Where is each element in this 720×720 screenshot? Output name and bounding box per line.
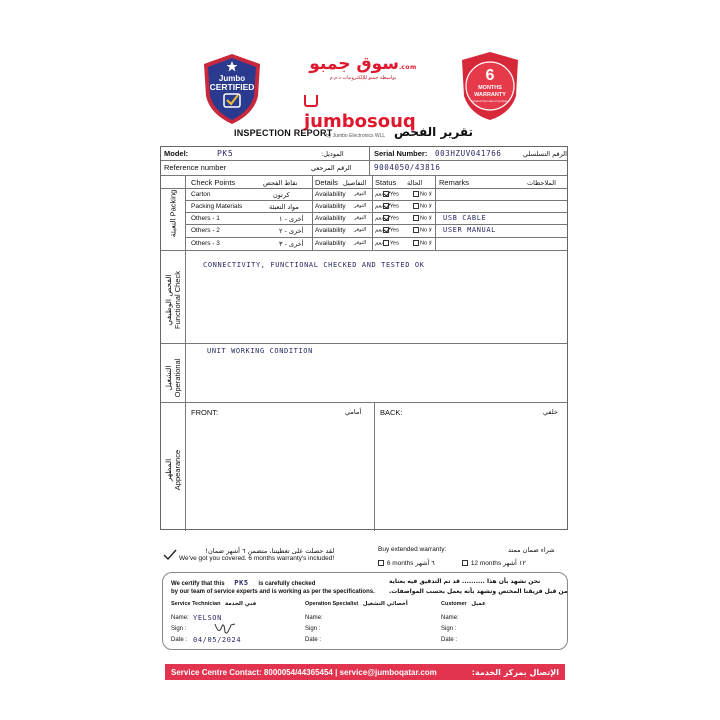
check-point-name: Others - 2 bbox=[191, 227, 220, 234]
operation-specialist-label: Operation Specialist أخصائي التشغيل bbox=[305, 601, 408, 607]
yes-checkbox[interactable] bbox=[383, 203, 389, 209]
twelve-months-checkbox[interactable] bbox=[462, 560, 468, 566]
warranty-note-en: We've got you covered. 6 months warranty's included! bbox=[179, 555, 335, 562]
col-check-points-ar: نقاط الفحص bbox=[263, 179, 298, 187]
certify-line2: by our team of service experts and is working as per the specifications. bbox=[171, 589, 375, 595]
warranty-badge-icon bbox=[458, 50, 522, 122]
customer-date-label: Date : bbox=[441, 637, 458, 643]
appearance-label bbox=[164, 440, 182, 500]
functional-label-ar: الفحص الوظيفي bbox=[164, 274, 173, 326]
availability-label-ar: التوفر bbox=[354, 227, 367, 233]
check-point-name-ar: أخرى - ١ bbox=[279, 215, 304, 223]
check-point-name: Packing Materials bbox=[191, 203, 243, 210]
footer-email[interactable]: service@jumboqatar.com bbox=[339, 667, 437, 677]
yes-option[interactable]: نعم Yes bbox=[375, 191, 399, 198]
yes-option[interactable]: نعم Yes bbox=[375, 227, 399, 234]
certify-model-value: PK5 bbox=[234, 579, 249, 587]
availability-label: Availability bbox=[315, 191, 346, 198]
footer-contact-ar: الإتصال بمركز الخدمة: bbox=[471, 667, 559, 677]
warranty-line1: MONTHS bbox=[478, 85, 502, 91]
logo-arabic-name: سوق جمبو bbox=[309, 54, 400, 74]
check-point-name-ar: مواد التعبئة bbox=[269, 203, 299, 211]
model-label: Model: bbox=[164, 149, 189, 158]
remark-value: USER MANUAL bbox=[443, 226, 496, 234]
report-title-en: INSPECTION REPORT bbox=[234, 128, 333, 138]
certify-line1-ar: نحن نشهد بأن هذا .......... قد تم التدقيق فيه بعناية bbox=[389, 578, 541, 585]
back-label: BACK: bbox=[380, 408, 403, 417]
packing-label-en: Packing bbox=[168, 189, 178, 217]
logo-english-sub: by Jumbo Electronics WLL bbox=[326, 133, 386, 139]
no-checkbox[interactable] bbox=[413, 227, 419, 233]
yes-option[interactable]: نعم Yes bbox=[375, 203, 399, 210]
tech-date-label: Date : bbox=[171, 637, 188, 643]
col-status: Status bbox=[375, 178, 397, 187]
remark-value: USB CABLE bbox=[443, 214, 487, 222]
yes-checkbox[interactable] bbox=[383, 215, 389, 221]
certify-line2-ar: من قبل فريقنا المختص ونشهد بأنه يعمل بحسب المواصفات. bbox=[389, 588, 568, 595]
check-point-name: Carton bbox=[191, 191, 211, 198]
tech-name-label: Name: bbox=[171, 615, 189, 621]
serial-value: 003HZUV041766 bbox=[435, 149, 502, 158]
yes-checkbox[interactable] bbox=[383, 240, 389, 246]
availability-label: Availability bbox=[315, 240, 346, 247]
certification-box bbox=[162, 572, 568, 650]
extended-warranty bbox=[378, 546, 568, 569]
col-details-ar: التفاصيل bbox=[343, 179, 367, 187]
no-checkbox[interactable] bbox=[413, 191, 419, 197]
tech-name-value: YELSON bbox=[193, 614, 222, 622]
packing-label-ar: التعبئة bbox=[168, 218, 178, 238]
serial-label-ar: الرقم التسلسلي bbox=[523, 150, 567, 158]
check-point-name-ar: أخرى - ٣ bbox=[279, 240, 304, 248]
check-point-name-ar: كرتون bbox=[273, 191, 290, 199]
availability-label-ar: التوفر bbox=[354, 191, 367, 197]
col-status-ar: الحالة bbox=[407, 179, 423, 187]
operational-label-en: Operational bbox=[173, 358, 182, 398]
no-option[interactable]: No لا bbox=[413, 240, 432, 246]
col-check-points: Check Points bbox=[191, 178, 236, 187]
customer-name-label: Name: bbox=[441, 615, 459, 621]
col-remarks: Remarks bbox=[439, 178, 470, 187]
model-value: PK5 bbox=[217, 149, 234, 158]
check-point-name: Others - 3 bbox=[191, 240, 220, 247]
functional-label-en: Functional Check bbox=[173, 271, 182, 329]
jumbo-certified-line2: CERTIFIED bbox=[209, 82, 255, 92]
check-point-name-ar: أخرى - ٢ bbox=[279, 227, 304, 235]
no-checkbox[interactable] bbox=[413, 240, 419, 246]
functional-check-label bbox=[164, 250, 182, 350]
cart-icon bbox=[304, 95, 318, 107]
service-centre-footer bbox=[165, 664, 565, 680]
operational-text: UNIT WORKING CONDITION bbox=[207, 347, 313, 355]
serial-label: Serial Number: bbox=[374, 149, 428, 158]
col-details: Details bbox=[315, 178, 338, 187]
jumbo-certified-line1: Jumbo bbox=[218, 74, 246, 83]
customer-sign-label: Sign : bbox=[441, 626, 457, 632]
report-title-ar: تقرير الفحص bbox=[394, 125, 474, 139]
logo-english-name: jumbosouq bbox=[304, 111, 416, 132]
reference-value: 9004050/43816 bbox=[374, 163, 441, 172]
yes-option[interactable]: نعم Yes bbox=[375, 240, 399, 247]
yes-checkbox[interactable] bbox=[383, 191, 389, 197]
front-label: FRONT: bbox=[191, 408, 219, 417]
warranty-line2: WARRANTY bbox=[474, 92, 506, 98]
certify-line1: We certify that this PK5 is carefully checked bbox=[171, 579, 316, 587]
logo-domain: .com bbox=[399, 64, 417, 71]
yes-option[interactable]: نعم Yes bbox=[375, 215, 399, 222]
warranty-note: Included from date of purchase bbox=[470, 99, 510, 103]
no-option[interactable]: No لا bbox=[413, 215, 432, 221]
reference-label: Reference number bbox=[164, 163, 227, 172]
col-remarks-ar: الملاحظات bbox=[527, 179, 556, 187]
service-technician-label: Service Technician فني الخدمة bbox=[171, 601, 257, 607]
extended-warranty-label: Buy extended warranty: bbox=[378, 546, 447, 553]
tech-date-value: 04/05/2024 bbox=[193, 636, 242, 644]
model-label-ar: الموديل: bbox=[321, 150, 344, 158]
availability-label: Availability bbox=[315, 215, 346, 222]
yes-checkbox[interactable] bbox=[383, 227, 389, 233]
no-option[interactable]: No لا bbox=[413, 191, 432, 197]
jumbo-certified-badge-icon bbox=[200, 52, 264, 126]
warranty-covered-note bbox=[163, 547, 334, 562]
no-checkbox[interactable] bbox=[413, 203, 419, 209]
no-option[interactable]: No لا bbox=[413, 227, 432, 233]
ops-name-label: Name: bbox=[305, 615, 323, 621]
ops-date-label: Date : bbox=[305, 637, 322, 643]
jumbo-souq-arabic-logo bbox=[304, 54, 422, 81]
packing-section-label bbox=[169, 188, 178, 240]
checkmark-icon bbox=[163, 549, 177, 561]
warranty-number: 6 bbox=[485, 67, 495, 84]
availability-label-ar: التوفر bbox=[354, 240, 367, 246]
appearance-label-ar: المظهر bbox=[164, 458, 173, 482]
functional-check-text: CONNECTIVITY, FUNCTIONAL CHECKED AND TESTED OK bbox=[203, 261, 425, 269]
appearance-label-en: Appearance bbox=[173, 449, 182, 491]
six-months-option[interactable]: 6 months ٦ أشهر bbox=[378, 559, 435, 567]
no-checkbox[interactable] bbox=[413, 215, 419, 221]
availability-label: Availability bbox=[315, 203, 346, 210]
availability-label-ar: التوفر bbox=[354, 215, 367, 221]
tech-sign-label: Sign : bbox=[171, 626, 187, 632]
back-label-ar: خلفي bbox=[543, 408, 558, 416]
availability-label-ar: التوفر bbox=[354, 203, 367, 209]
operational-label-ar: التشغيل bbox=[164, 365, 173, 391]
logo-arabic-sub: بواسطة جمبو للإلكترونيات ذ.م.م bbox=[329, 75, 397, 81]
inspection-form bbox=[160, 146, 568, 530]
availability-label: Availability bbox=[315, 227, 346, 234]
reference-label-ar: الرقم المرجعي bbox=[311, 164, 352, 172]
no-option[interactable]: No لا bbox=[413, 203, 432, 209]
six-months-checkbox[interactable] bbox=[378, 560, 384, 566]
customer-label: Customer عميل bbox=[441, 601, 486, 607]
check-point-name: Others - 1 bbox=[191, 215, 220, 222]
twelve-months-option[interactable]: 12 months ١٢ أشهر bbox=[462, 559, 526, 567]
extended-warranty-label-ar: شراء ضمان ممتد bbox=[508, 546, 555, 554]
operational-label bbox=[164, 350, 182, 406]
warranty-note-ar: لقد حصلت على تغطيتنا، متضمن ٦ أشهر ضمان! bbox=[205, 547, 335, 555]
footer-contact: Service Centre Contact: 8000054/44365454 | service@jumboqatar.com bbox=[171, 667, 437, 677]
front-label-ar: أمامي bbox=[345, 408, 362, 416]
ops-sign-label: Sign : bbox=[305, 626, 321, 632]
